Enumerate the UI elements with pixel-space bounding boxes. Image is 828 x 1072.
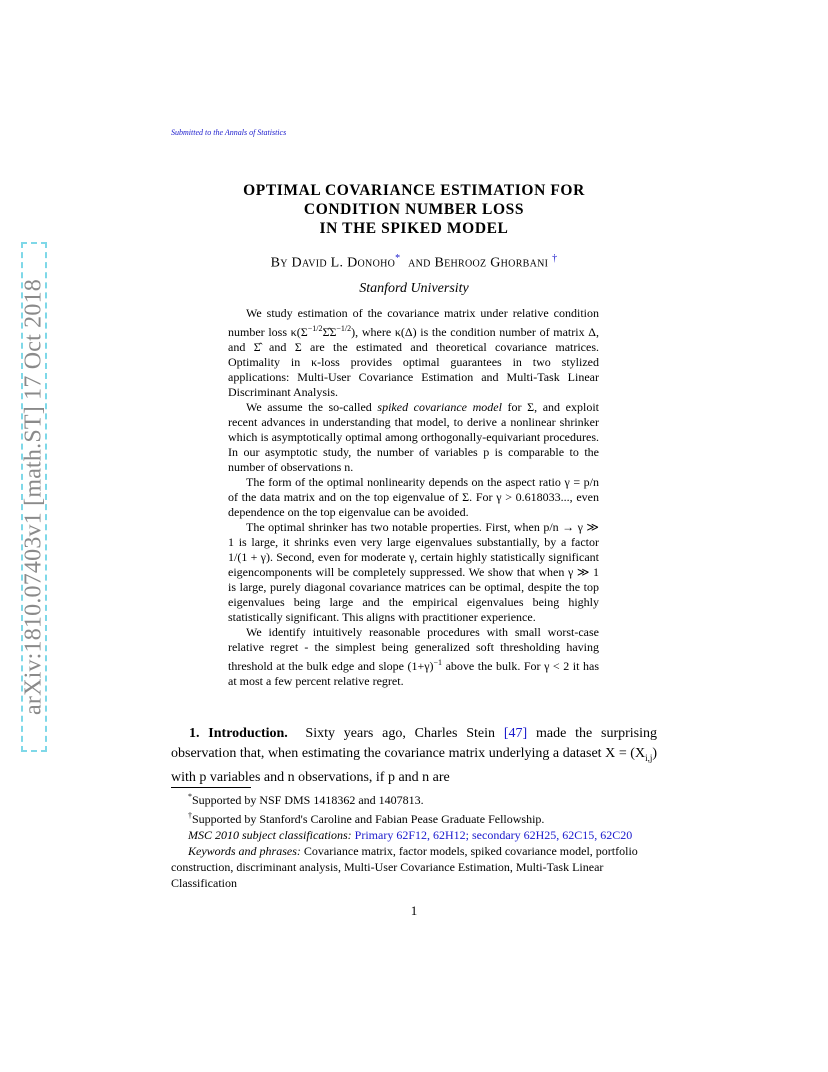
footnote-rule (171, 787, 251, 788)
intro-text: Sixty years ago, Charles Stein (305, 726, 504, 741)
keywords-label: Keywords and phrases: (188, 844, 301, 858)
keywords (171, 843, 657, 891)
msc-label: MSC 2010 subject classifications: (188, 828, 352, 842)
abstract-text: We assume the so-called (246, 400, 378, 414)
exponent: −1 (433, 658, 443, 667)
author-connector: and (408, 255, 431, 271)
footnote-text: Supported by NSF DMS 1418362 and 1407813. (192, 793, 424, 807)
intro-text: ) with p variables and n observations, if p and n are (171, 746, 657, 785)
abstract-paragraph-5 (228, 625, 599, 689)
title-line-3: IN THE SPIKED MODEL (319, 220, 509, 237)
introduction-section (171, 724, 657, 788)
abstract-text: above the bulk. For γ < 2 it has at most a few percent relative regret. (228, 659, 599, 688)
footnote-2 (171, 808, 657, 827)
section-heading: 1. Introduction. (189, 726, 288, 741)
msc-codes-link[interactable]: Primary 62F12, 62H12; secondary 62H25, 62C15, 62C20 (354, 828, 633, 842)
footnote-text: Supported by Stanford's Caroline and Fabian Pease Graduate Fellowship. (192, 812, 545, 826)
author-2: Behrooz Ghorbani (434, 255, 549, 271)
exponent: −1/2 (336, 324, 352, 333)
author-prefix: By (270, 255, 288, 271)
author-1: David L. Donoho (291, 255, 396, 271)
abstract-paragraph-2 (228, 400, 599, 475)
footnote-mark: † (188, 811, 192, 820)
emphasis: spiked covariance model (377, 400, 502, 414)
intro-text: made the surprising observation that, when estimating the covariance matrix underlying a dataset X = (X (171, 726, 658, 761)
abstract-text: We study estimation of the covariance matrix under relative condition number loss κ(Σ (228, 306, 599, 339)
author-2-footnote-mark[interactable]: † (552, 253, 558, 264)
paper-title (171, 181, 657, 238)
page-number: 1 (410, 903, 418, 918)
author-1-footnote-mark[interactable]: * (395, 253, 401, 264)
arxiv-identifier: arXiv:1810.07403v1 [math.ST] 17 Oct 2018 (20, 279, 47, 715)
abstract-text: Σ̂Σ (322, 325, 337, 339)
affiliation: Stanford University (359, 281, 469, 296)
abstract-text: ), where κ(Δ) is the condition number of matrix Δ, and Σ̂ and Σ are the estimated and theoretical covariance matrices. Optimality in κ-loss provides optimal guarantees in two stylized applications: Multi-User Covariance Estimation and Multi-Task Linear Discriminant Analysis. (228, 325, 599, 399)
subscript: i,j (645, 752, 653, 763)
footnote-mark: * (188, 792, 192, 801)
title-line-2: CONDITION NUMBER LOSS (303, 201, 525, 218)
journal-header-link[interactable]: Submitted to the Annals of Statistics (171, 128, 287, 137)
abstract-paragraph-3: The form of the optimal nonlinearity depends on the aspect ratio γ = p/n of the data matrix and on the top eigenvalue of Σ. For γ > 0.618033..., even dependence on the top eigenvalue can be avoided. (228, 475, 599, 519)
abstract-paragraph-4: The optimal shrinker has two notable properties. First, when p/n → γ ≫ 1 is large, it shrinks even very large eigenvalues substantially, by a factor 1/(1 + γ). Second, even for moderate γ, certain highly statistically significant eigencomponents will be completely suppressed. We show that when γ ≫ 1 is large, purely diagonal covariance matrices can be optimal, despite the top eigenvalues being large and the empirical eigenvalues being highly statistically significant. This aligns with practitioner experience. (228, 520, 599, 624)
abstract-paragraph-1 (228, 306, 599, 400)
arxiv-stamp[interactable] (21, 242, 47, 752)
keywords-text: Covariance matrix, factor models, spiked covariance model, portfolio construction, discriminant analysis, Multi-User Covariance Estimation, Multi-Task Linear Classification (171, 844, 638, 890)
exponent: −1/2 (307, 324, 323, 333)
author-line (171, 253, 657, 272)
footnote-1 (171, 789, 657, 808)
abstract-text: for Σ, and exploit recent advances in understanding that model, to derive a nonlinear shrinker which is asymptotically optimal among orthogonally-equivariant procedures. In our asymptotic study, the number of variables p is comparable to the number of observations n. (228, 400, 599, 474)
msc-classification (171, 827, 657, 843)
abstract (228, 306, 599, 689)
intro-paragraph (171, 724, 657, 788)
citation-link[interactable]: [47] (503, 726, 528, 741)
footnotes (171, 789, 657, 891)
abstract-text: We identify intuitively reasonable procedures with small worst-case relative regret - the simplest being generalized soft thresholding having threshold at the bulk edge and slope (1+γ) (228, 625, 599, 673)
title-line-1: OPTIMAL COVARIANCE ESTIMATION FOR (243, 182, 585, 199)
